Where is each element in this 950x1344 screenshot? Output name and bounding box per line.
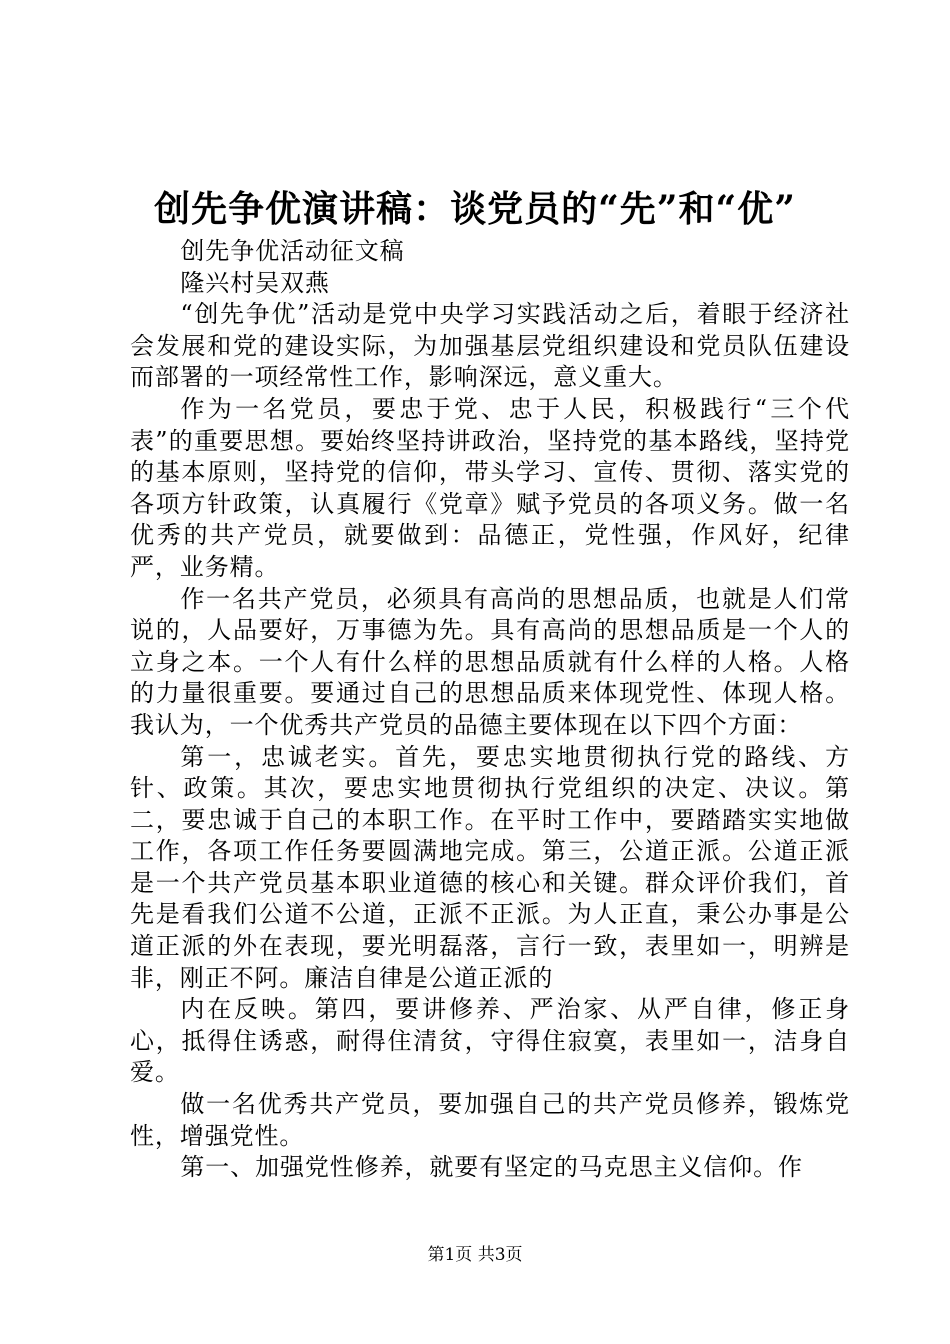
document-title: 创先争优演讲稿：谈党员的“先”和“优”: [154, 188, 796, 230]
body-paragraph: 作为一名党员，要忠于党、忠于人民，积极践行“三个代表”的重要思想。要始终坚持讲政治，坚持党的基本路线，坚持党的基本原则，坚持党的信仰，带头学习、宣传、贯彻、落实党的各项方针政策，认真履行《党章》赋予党员的各项义务。做一名优秀的共产党员，就要做到：品德正，党性强，作风好，纪律严，业务精。: [130, 394, 850, 581]
body-paragraph: 作一名共产党员，必须具有高尚的思想品质，也就是人们常说的，人品要好，万事德为先。具有高尚的思想品质是一个人的立身之本。一个人有什么样的思想品质就有什么样的人格。人格的力量很重要。要通过自己的思想品质来体现党性、体现人格。我认为，一个优秀共产党员的品德主要体现在以下四个方面：: [130, 584, 850, 739]
body-paragraph: 第一、加强党性修养，就要有坚定的马克思主义信仰。作: [180, 1153, 803, 1182]
subtitle-line: 创先争优活动征文稿: [180, 237, 405, 265]
body-paragraph: 做一名优秀共产党员，要加强自己的共产党员修养，锻炼党性，增强党性。: [130, 1090, 850, 1150]
page-number-footer: 第1页 共3页: [427, 1245, 523, 1265]
body-paragraph: 第一，忠诚老实。首先，要忠实地贯彻执行党的路线、方针、政策。其次，要忠实地贯彻执行党组织的决定、决议。第二，要忠诚于自己的本职工作。在平时工作中，要踏踏实实地做工作，各项工作任务要圆满地完成。第三，公道正派。公道正派是一个共产党员基本职业道德的核心和关键。群众评价我们，首先是看我们公道不公道，正派不正派。为人正直，秉公办事是公道正派的外在表现，要光明磊落，言行一致，表里如一，明辨是非，刚正不阿。廉洁自律是公道正派的: [130, 742, 850, 992]
document-body: [130, 236, 850, 1184]
body-paragraph: 内在反映。第四，要讲修养、严治家、从严自律，修正身心，抵得住诱惑，耐得住清贫，守得住寂寞，表里如一，洁身自爱。: [130, 995, 850, 1087]
author-line: 隆兴村吴双燕: [180, 268, 330, 297]
body-paragraph: “创先争优”活动是党中央学习实践活动之后，着眼于经济社会发展和党的建设实际，为加强基层党组织建设和党员队伍建设而部署的一项经常性工作，影响深远，意义重大。: [130, 300, 850, 392]
